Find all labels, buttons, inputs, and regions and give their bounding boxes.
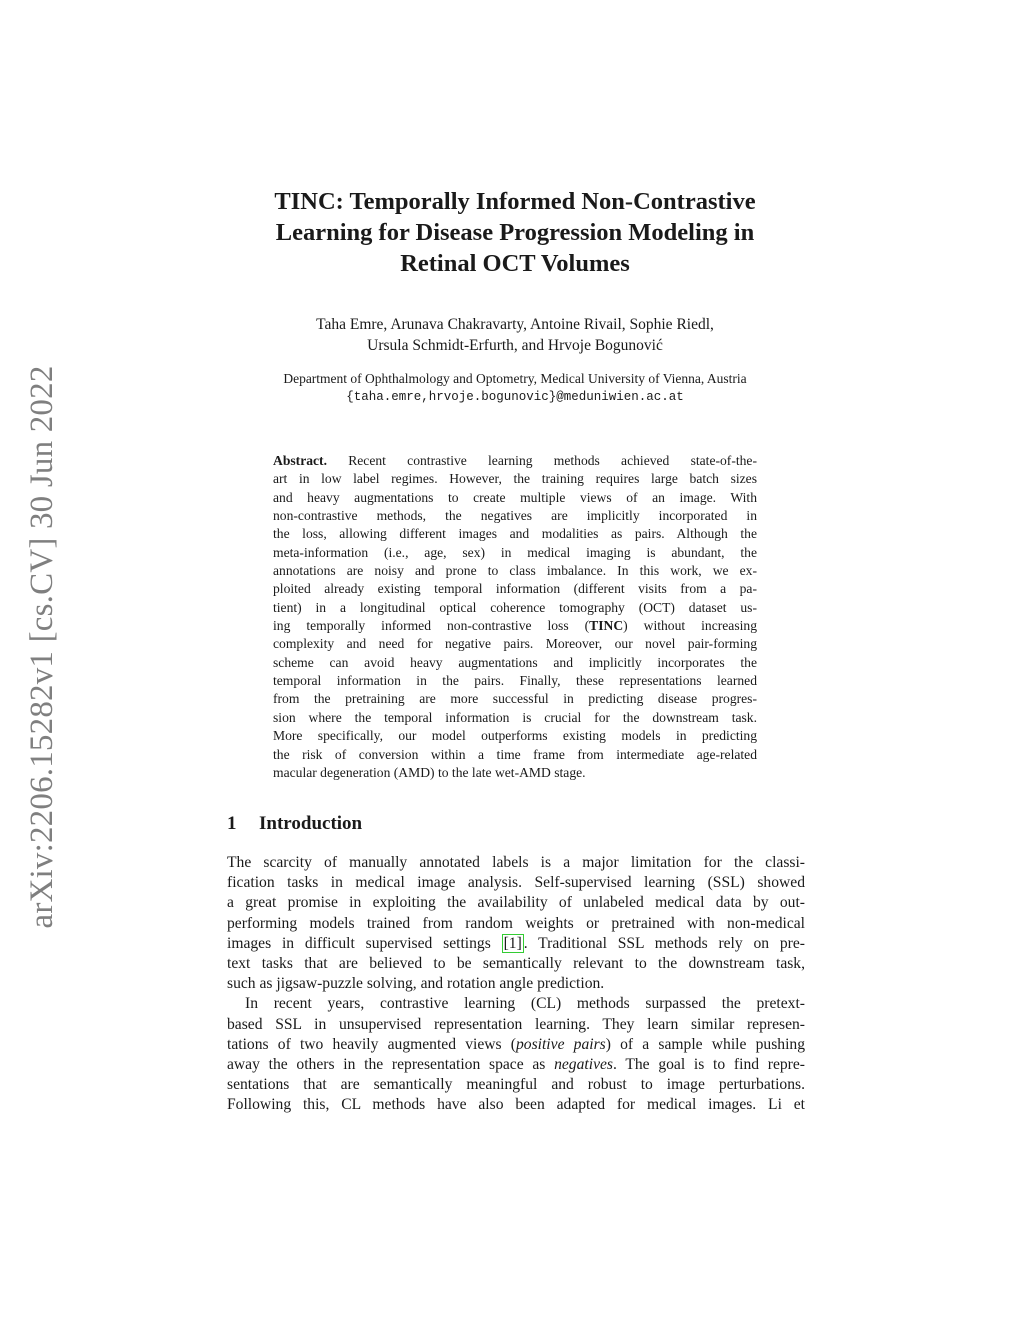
paragraph [227, 994, 805, 1115]
abstract-line: and heavy augmentations to create multiple views of an image. With [273, 489, 757, 505]
text-line: Following this, CL methods have also been adapted for medical images. Li et [227, 1096, 805, 1114]
abstract-line: the risk of conversion within a time frame from intermediate age-related [273, 746, 757, 762]
abstract-line: non-contrastive methods, the negatives are implicitly incorporated in [273, 508, 757, 524]
introduction-body [227, 853, 805, 1116]
text-line-tail: ) of a sample while pushing [605, 1035, 805, 1053]
section-title: Introduction [259, 813, 363, 834]
paper-title [200, 186, 830, 279]
author-list [200, 314, 830, 356]
abstract-line: macular degeneration (AMD) to the late wet-AMD stage. [273, 764, 586, 780]
title-line: TINC: Temporally Informed Non-Contrastive [274, 188, 756, 215]
affiliation [180, 370, 850, 406]
abstract-line: art in low label regimes. However, the training requires large batch sizes [273, 471, 757, 487]
text-line-tail: . The goal is to find repre- [612, 1056, 805, 1074]
section-heading [227, 813, 787, 835]
section-number: 1 [227, 813, 237, 834]
author-line: Taha Emre, Arunava Chakravarty, Antoine Rivail, Sophie Riedl, [316, 316, 714, 333]
abstract-line: scheme can avoid heavy augmentations and implicitly incorporates the [273, 654, 757, 670]
positive-pairs-term: positive pairs [515, 1035, 606, 1053]
abstract-line: More specifically, our model outperforms existing models in predicting [273, 728, 757, 744]
title-line: Retinal OCT Volumes [400, 250, 630, 277]
title-line: Learning for Disease Progression Modeling in [275, 219, 755, 246]
text-line: such as jigsaw-puzzle solving, and rotation angle prediction. [227, 975, 605, 993]
abstract-line-tail: ) without increasing [623, 618, 757, 634]
text-line: fication tasks in medical image analysis. Self-supervised learning (SSL) showed [227, 874, 805, 892]
text-line: tations of two heavily augmented views ( [227, 1035, 516, 1053]
negatives-term: negatives [554, 1056, 613, 1074]
text-line: The scarcity of manually annotated labels is a major limitation for the classi- [227, 854, 805, 871]
author-line: Ursula Schmidt-Erfurth, and Hrvoje Bogunović [367, 337, 663, 354]
text-line: In recent years, contrastive learning (CL) methods surpassed the pretext- [245, 995, 805, 1013]
abstract-line: Recent contrastive learning methods achieved state-of-the- [348, 453, 757, 468]
abstract-line: annotations are noisy and prone to class imbalance. In this work, we ex- [273, 563, 757, 579]
abstract-line: temporal information in the pairs. Finally, these representations learned [273, 673, 757, 689]
text-line: a great promise in exploiting the availability of unlabeled medical data by out- [227, 894, 805, 912]
text-line: based SSL in unsupervised representation learning. They learn similar represen- [227, 1015, 805, 1033]
abstract-line: meta-information (i.e., age, sex) in medical imaging is abundant, the [273, 544, 757, 560]
text-line-tail: . Traditional SSL methods rely on pre- [523, 934, 805, 952]
paragraph [227, 853, 805, 994]
abstract-line: ing temporally informed non-contrastive loss ( [273, 618, 590, 634]
text-line: text tasks that are believed to be semantically relevant to the downstream task, [227, 955, 805, 973]
department: Department of Ophthalmology and Optometry, Medical University of Vienna, Austria [283, 371, 747, 386]
abstract-line: the loss, allowing different images and modalities as pairs. Although the [273, 526, 757, 542]
text-line: performing models trained from random weights or pretrained with non-medical [227, 914, 805, 932]
abstract-line: sion where the temporal information is crucial for the downstream task. [273, 709, 757, 725]
tinc-acronym: TINC [589, 618, 624, 634]
abstract-label: Abstract. [273, 453, 327, 468]
arxiv-identifier-stamp: arXiv:2206.15282v1 [cs.CV] 30 Jun 2022 [24, 365, 60, 929]
text-line: sentations that are semantically meaningful and robust to image perturbations. [227, 1076, 805, 1094]
abstract-line: tient) in a longitudinal optical coherence tomography (OCT) dataset us- [273, 599, 757, 615]
author-email: {taha.emre,hrvoje.bogunovic}@meduniwien.ac.at [346, 390, 684, 404]
abstract [273, 452, 757, 782]
citation-link[interactable]: [1] [503, 934, 522, 952]
text-line: away the others in the representation space as [227, 1056, 555, 1074]
abstract-line: ploited already existing temporal information (different visits from a pa- [273, 581, 757, 597]
text-line: images in difficult supervised settings [227, 934, 502, 952]
abstract-line: from the pretraining are more successful in predicting disease progres- [273, 691, 757, 707]
abstract-line: complexity and need for negative pairs. Moreover, our novel pair-forming [273, 636, 757, 652]
